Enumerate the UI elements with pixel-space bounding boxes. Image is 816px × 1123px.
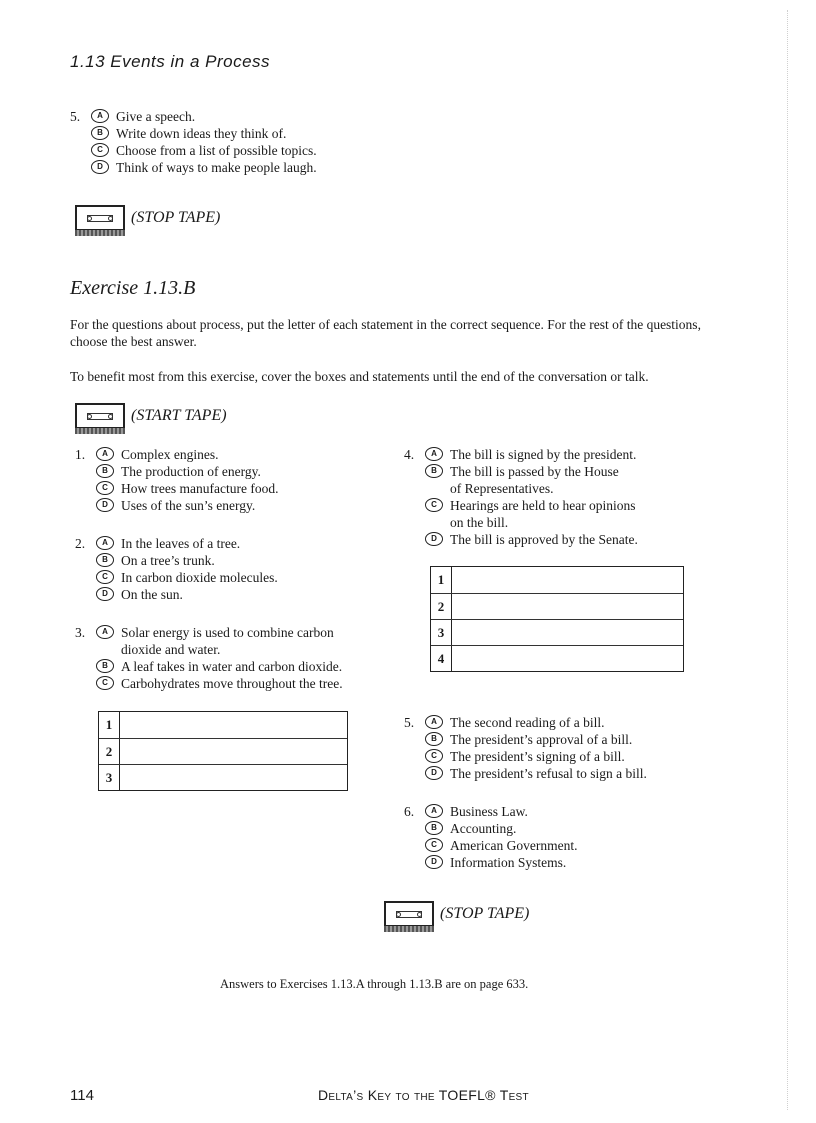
stop-tape-label: (STOP TAPE): [440, 905, 530, 922]
question-6: [404, 803, 577, 871]
sequence-number: 1: [99, 712, 120, 738]
answer-option-a: [75, 446, 278, 463]
option-text: The president’s signing of a bill.: [450, 749, 625, 764]
answer-option-a: [404, 714, 647, 731]
answer-option-b: [75, 552, 278, 569]
sequence-box-question-4: [430, 566, 684, 672]
answer-option-c: [75, 569, 278, 586]
page-edge-line: [787, 10, 788, 1110]
answer-option-d: [75, 497, 278, 514]
stop-tape-cue-bottom: [384, 901, 529, 927]
question-number: 5.: [404, 715, 415, 730]
answer-bubble-c[interactable]: C: [96, 676, 114, 690]
question-number: 1.: [75, 447, 86, 462]
answer-option-a: [70, 108, 317, 125]
option-text: Complex engines.: [121, 447, 219, 462]
answer-option-d: [404, 765, 647, 782]
sequence-number: 2: [431, 594, 452, 619]
cassette-icon: [384, 901, 434, 927]
answer-bubble-c[interactable]: C: [96, 481, 114, 495]
question-number: 5.: [70, 109, 81, 124]
option-text: Business Law.: [450, 804, 528, 819]
answer-bubble-d[interactable]: D: [96, 587, 114, 601]
option-text-continued: on the bill.: [450, 515, 509, 530]
exercise-instructions: For the questions about process, put the letter of each statement in the correct sequence. For the rest of the questions, choose the best answer.: [70, 317, 701, 349]
option-text: On a tree’s trunk.: [121, 553, 215, 568]
exercise-title: Exercise 1.13.B: [70, 277, 196, 299]
answer-bubble-b[interactable]: B: [96, 464, 114, 478]
question-4: [404, 446, 638, 548]
option-text: The president’s approval of a bill.: [450, 732, 633, 747]
answer-bubble-a[interactable]: A: [91, 109, 109, 123]
option-text: Information Systems.: [450, 855, 567, 870]
answer-option-a: [404, 803, 577, 820]
answer-option-d: [70, 159, 317, 176]
answer-bubble-b[interactable]: B: [425, 464, 443, 478]
answer-bubble-b[interactable]: B: [425, 821, 443, 835]
answer-option-b: [404, 731, 647, 748]
answer-bubble-d[interactable]: D: [425, 766, 443, 780]
option-text: American Government.: [450, 838, 578, 853]
sequence-row-4[interactable]: [431, 645, 683, 671]
page-number: 114: [70, 1087, 94, 1104]
answer-option-c: [75, 480, 278, 497]
answer-bubble-a[interactable]: A: [425, 447, 443, 461]
question-number: 3.: [75, 625, 86, 640]
answer-bubble-c[interactable]: C: [425, 498, 443, 512]
stop-tape-label: (STOP TAPE): [131, 209, 221, 226]
answer-option-d: [404, 531, 638, 548]
answer-bubble-a[interactable]: A: [96, 447, 114, 461]
answer-option-b: [70, 125, 317, 142]
sequence-number: 3: [431, 620, 452, 645]
option-text: The second reading of a bill.: [450, 715, 605, 730]
option-text: Give a speech.: [116, 109, 196, 124]
answer-bubble-c[interactable]: C: [96, 570, 114, 584]
option-text: The president’s refusal to sign a bill.: [450, 766, 647, 781]
answer-bubble-b[interactable]: B: [91, 126, 109, 140]
answer-bubble-a[interactable]: A: [425, 804, 443, 818]
sequence-row-2[interactable]: [99, 738, 347, 764]
answer-option-b: [404, 463, 638, 480]
answer-bubble-b[interactable]: B: [425, 732, 443, 746]
cassette-icon: [75, 205, 125, 231]
option-text: The bill is signed by the president.: [450, 447, 637, 462]
option-text: Solar energy is used to combine carbon: [121, 625, 334, 640]
answer-option-b: [75, 658, 343, 675]
question-1: [75, 446, 278, 514]
option-text: In carbon dioxide molecules.: [121, 570, 278, 585]
option-text: Uses of the sun’s energy.: [121, 498, 256, 513]
option-text: The production of energy.: [121, 464, 261, 479]
answer-option-c: [404, 497, 638, 514]
option-text: Carbohydrates move throughout the tree.: [121, 676, 343, 691]
option-text: How trees manufacture food.: [121, 481, 279, 496]
answer-bubble-c[interactable]: C: [91, 143, 109, 157]
start-tape-cue: [75, 403, 227, 429]
question-2: [75, 535, 278, 603]
cassette-icon: [75, 403, 125, 429]
option-text: On the sun.: [121, 587, 183, 602]
answer-bubble-d[interactable]: D: [425, 855, 443, 869]
answer-bubble-d[interactable]: D: [91, 160, 109, 174]
sequence-number: 3: [99, 765, 120, 790]
answer-option-c: [404, 837, 577, 854]
sequence-row-3[interactable]: [431, 619, 683, 645]
answers-note: Answers to Exercises 1.13.A through 1.13.B are on page 633.: [220, 977, 529, 991]
sequence-row-1[interactable]: [431, 567, 683, 593]
question-3: [75, 624, 343, 692]
answer-bubble-d[interactable]: D: [96, 498, 114, 512]
option-text-continued: of Representatives.: [450, 481, 554, 496]
option-text: In the leaves of a tree.: [121, 536, 241, 551]
option-text: Think of ways to make people laugh.: [116, 160, 317, 175]
question-number: 4.: [404, 447, 415, 462]
question-number: 6.: [404, 804, 415, 819]
section-title: 1.13 Events in a Process: [70, 52, 271, 71]
answer-option-b: [75, 463, 278, 480]
question-5-previous: [70, 108, 317, 176]
sequence-box-question-3: [98, 711, 348, 791]
answer-bubble-a[interactable]: A: [96, 625, 114, 639]
option-text: Write down ideas they think of.: [116, 126, 287, 141]
book-title-footer: Delta’s Key to the TOEFL® Test: [318, 1087, 529, 1103]
option-text: Accounting.: [450, 821, 517, 836]
option-text: A leaf takes in water and carbon dioxide.: [121, 659, 343, 674]
answer-bubble-b[interactable]: B: [96, 659, 114, 673]
answer-option-c: [75, 675, 343, 692]
stop-tape-cue-top: [75, 205, 220, 231]
sequence-number: 2: [99, 739, 120, 764]
sequence-number: 4: [431, 646, 452, 671]
sequence-row-3[interactable]: [99, 764, 347, 790]
answer-bubble-a[interactable]: A: [96, 536, 114, 550]
answer-bubble-a[interactable]: A: [425, 715, 443, 729]
option-text: Choose from a list of possible topics.: [116, 143, 317, 158]
question-number: 2.: [75, 536, 86, 551]
answer-bubble-d[interactable]: D: [425, 532, 443, 546]
answer-bubble-c[interactable]: C: [425, 838, 443, 852]
option-text-continued: dioxide and water.: [121, 642, 221, 657]
answer-option-a: [75, 535, 278, 552]
answer-option-b: [404, 820, 577, 837]
answer-option-c: [70, 142, 317, 159]
option-text: Hearings are held to hear opinions: [450, 498, 636, 513]
start-tape-label: (START TAPE): [131, 407, 227, 424]
answer-option-d: [75, 586, 278, 603]
sequence-row-1[interactable]: [99, 712, 347, 738]
answer-bubble-b[interactable]: B: [96, 553, 114, 567]
answer-bubble-c[interactable]: C: [425, 749, 443, 763]
answer-option-a: [75, 624, 343, 641]
sequence-number: 1: [431, 567, 452, 593]
answer-option-c: [404, 748, 647, 765]
answer-option-a: [404, 446, 638, 463]
answer-option-d: [404, 854, 577, 871]
exercise-tip: To benefit most from this exercise, cover the boxes and statements until the end of the conversation or talk.: [70, 369, 649, 384]
sequence-row-2[interactable]: [431, 593, 683, 619]
question-5: [404, 714, 647, 782]
option-text: The bill is approved by the Senate.: [450, 532, 638, 547]
option-text: The bill is passed by the House: [450, 464, 619, 479]
